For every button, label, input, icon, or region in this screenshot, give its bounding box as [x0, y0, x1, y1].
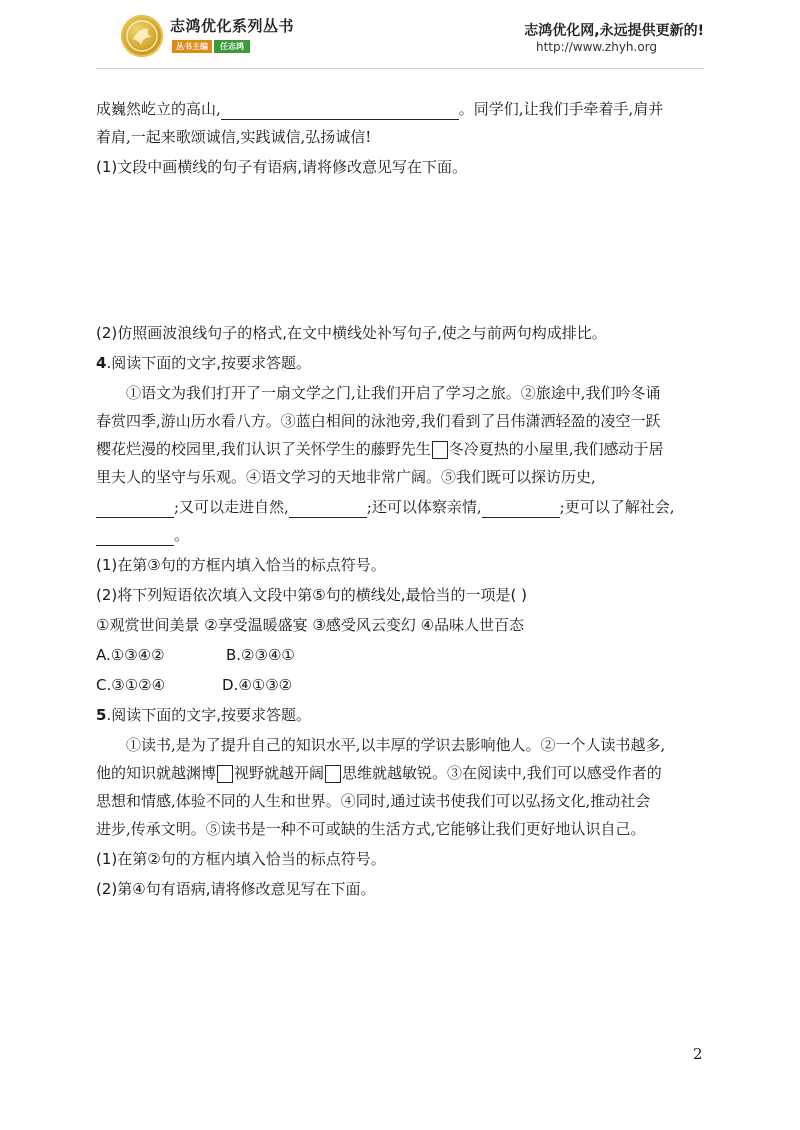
page-number: 2 — [693, 1045, 703, 1063]
q4-punctuation-box[interactable] — [432, 441, 448, 459]
q5-passage-line-2: 他的知识就越渊博 视野就越开阔 思维就越敏锐。③在阅读中,我们可以感受作者的 — [96, 764, 662, 782]
q4-option-c[interactable]: C.③①②④ — [96, 676, 166, 694]
series-brand-title: 志鸿优化系列丛书 — [170, 17, 295, 35]
q5-sub-question-2: (2)第④句有语病,请将修改意见写在下面。 — [96, 880, 376, 898]
q4-sub-question-1: (1)在第③句的方框内填入恰当的标点符号。 — [96, 556, 386, 574]
q4-sub-question-2: (2)将下列短语依次填入文段中第⑤句的横线处,最恰当的一项是( ) — [96, 586, 527, 604]
q4-option-a[interactable]: A.①③④② — [96, 646, 165, 664]
site-slogan: 志鸿优化网,永远提供更新的! — [524, 23, 704, 39]
q4-blank-3[interactable] — [482, 501, 560, 518]
editor-name: 任志鸿 — [214, 40, 250, 53]
q4-blank-2[interactable] — [289, 501, 367, 518]
q3-answer-blank[interactable] — [221, 103, 459, 120]
q4-passage-line-6: 。 — [96, 524, 189, 546]
q5-heading: 5.阅读下面的文字,按要求答题。 — [96, 706, 311, 724]
page-header — [0, 0, 800, 80]
q3-line-2: 着肩,一起来歌颂诚信,实践诚信,弘扬诚信! — [96, 128, 372, 146]
q3-sub-question-2: (2)仿照画波浪线句子的格式,在文中横线处补写句子,使之与前两句构成排比。 — [96, 324, 607, 342]
series-logo-icon — [121, 15, 163, 57]
q4-blank-4[interactable] — [96, 529, 174, 546]
q4-passage-line-1: ①语文为我们打开了一扇文学之门,让我们开启了学习之旅。②旅途中,我们吟冬诵 — [126, 384, 661, 402]
q5-passage-line-3: 思想和情感,体验不同的人生和世界。④同时,通过读书使我们可以弘扬文化,推动社会 — [96, 792, 651, 810]
editor-credit — [172, 40, 250, 53]
q5-sub-question-1: (1)在第②句的方框内填入恰当的标点符号。 — [96, 850, 386, 868]
q4-heading: 4.阅读下面的文字,按要求答题。 — [96, 354, 311, 372]
q4-option-b[interactable]: B.②③④① — [226, 646, 295, 664]
header-divider — [96, 68, 704, 69]
q5-punctuation-box-1[interactable] — [217, 765, 233, 783]
q5-passage-line-4: 进步,传承文明。⑤读书是一种不可或缺的生活方式,它能够让我们更好地认识自己。 — [96, 820, 646, 838]
q3-line-1: 成巍然屹立的高山, 。同学们,让我们手牵着手,肩并 — [96, 100, 664, 118]
q4-passage-line-2: 春赏四季,游山历水看八方。③蓝白相间的泳池旁,我们看到了吕伟潇洒轻盈的凌空一跃 — [96, 412, 661, 430]
q4-passage-line-4: 里夫人的坚守与乐观。④语文学习的天地非常广阔。⑤我们既可以探访历史, — [96, 468, 596, 486]
q4-blank-1[interactable] — [96, 501, 174, 518]
q4-passage-line-5: ;又可以走进自然, ;还可以体察亲情, ;更可以了解社会, — [96, 496, 674, 518]
q3-sub-question-1: (1)文段中画横线的句子有语病,请将修改意见写在下面。 — [96, 158, 468, 176]
q4-passage-line-3: 樱花烂漫的校园里,我们认识了关怀学生的藤野先生 冬冷夏热的小屋里,我们感动于居 — [96, 440, 664, 458]
q5-punctuation-box-2[interactable] — [325, 765, 341, 783]
editor-label: 丛书主编 — [172, 40, 212, 53]
site-url: http://www.zhyh.org — [536, 40, 658, 54]
q4-option-d[interactable]: D.④①③② — [222, 676, 293, 694]
q5-passage-line-1: ①读书,是为了提升自己的知识水平,以丰厚的学识去影响他人。②一个人读书越多, — [126, 736, 666, 754]
q4-phrase-list: ①观赏世间美景 ②享受温暖盛宴 ③感受风云变幻 ④品味人世百态 — [96, 616, 525, 634]
